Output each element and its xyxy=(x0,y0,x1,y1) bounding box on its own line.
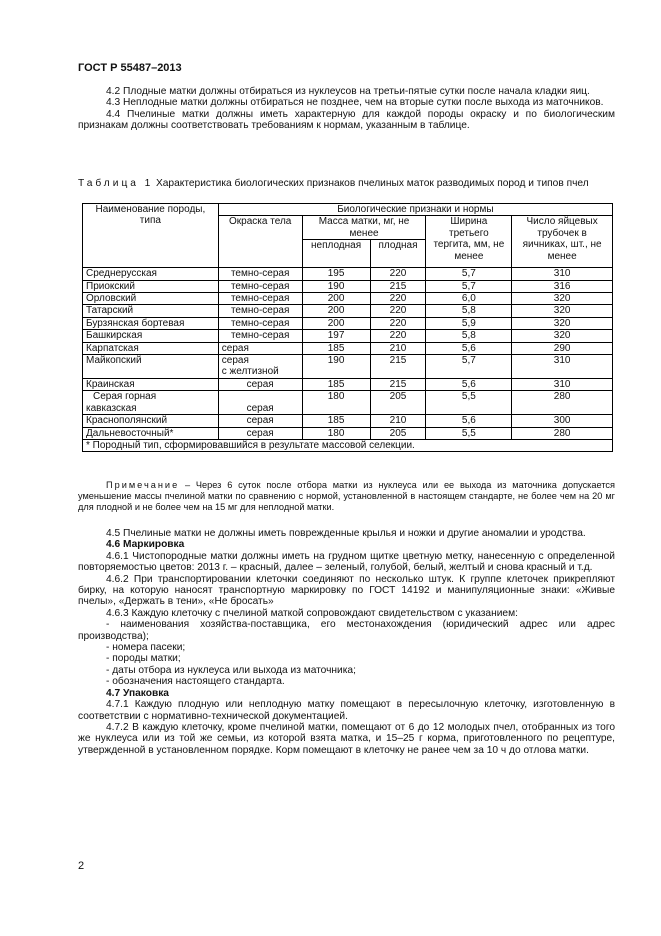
list-item: - даты отбора из нуклеуса или выхода из маточника; xyxy=(106,664,356,676)
table-footnote: * Породный тип, сформировавшийся в результате массовой селекции. xyxy=(83,439,613,451)
mass-unfert: 200 xyxy=(302,293,370,305)
table-caption-number: 1 xyxy=(144,178,151,189)
tergite-width: 5,7 xyxy=(426,355,512,379)
mass-unfert: 185 xyxy=(302,342,370,354)
header-mass-unfert: неплодная xyxy=(302,240,370,268)
breed-name: Краснополянский xyxy=(83,415,219,427)
table-row xyxy=(83,305,613,317)
breed-name xyxy=(83,391,219,415)
egg-tubes: 280 xyxy=(512,391,613,415)
table-row xyxy=(83,330,613,342)
body-color-line1: серая xyxy=(221,355,249,367)
paragraph-4-7-2: 4.7.2 В каждую клеточку, кроме пчелиной матки, помещают от 6 до 12 молодых пчел, отобранных из того же нуклеуса или из той же семьи, из которой взята матка, и 15–25 г корма, приготовленного по рецептуре, утвержденной в установленном порядке. Корм помещают в клеточку не ранее чем за 10 ч до отлова матки. xyxy=(78,721,615,756)
body-color: серая xyxy=(218,415,302,427)
mass-fert: 215 xyxy=(370,355,426,379)
mass-unfert: 185 xyxy=(302,378,370,390)
table-caption xyxy=(78,178,615,189)
egg-tubes: 320 xyxy=(512,293,613,305)
mass-fert: 205 xyxy=(370,427,426,439)
egg-tubes: 320 xyxy=(512,305,613,317)
body-color: темно-серая xyxy=(218,305,302,317)
mass-unfert: 180 xyxy=(302,427,370,439)
note-label: Примечание xyxy=(106,480,180,490)
tergite-width: 5,8 xyxy=(426,330,512,342)
mass-fert: 210 xyxy=(370,415,426,427)
mass-fert: 205 xyxy=(370,391,426,415)
table-note xyxy=(78,480,615,513)
mass-unfert: 195 xyxy=(302,268,370,280)
egg-tubes: 310 xyxy=(512,355,613,379)
body-color: серая xyxy=(218,378,302,390)
table-row xyxy=(83,317,613,329)
body-color: темно-серая xyxy=(218,268,302,280)
breed-name: Карпатская xyxy=(83,342,219,354)
paragraph-4-5: 4.5 Пчелиные матки не должны иметь поврежденные крылья и ножки и другие аномалии и уродства. xyxy=(106,528,586,539)
tergite-width: 5,6 xyxy=(426,415,512,427)
egg-tubes: 320 xyxy=(512,317,613,329)
breed-name: Дальневосточный* xyxy=(83,427,219,439)
egg-tubes: 280 xyxy=(512,427,613,439)
body-color: темно-серая xyxy=(218,330,302,342)
egg-tubes: 300 xyxy=(512,415,613,427)
body-color: серая xyxy=(218,427,302,439)
main-body xyxy=(78,528,615,756)
mass-unfert: 185 xyxy=(302,415,370,427)
egg-tubes: 290 xyxy=(512,342,613,354)
tergite-width: 5,7 xyxy=(426,268,512,280)
header-mass: Масса матки, мг, не менее xyxy=(302,216,426,240)
table-footnote-row xyxy=(83,439,613,451)
list-item: - обозначения настоящего стандарта. xyxy=(106,676,285,688)
mass-unfert: 200 xyxy=(302,317,370,329)
page-number: 2 xyxy=(78,860,85,872)
egg-tubes: 316 xyxy=(512,280,613,292)
header-color: Окраска тела xyxy=(218,216,302,268)
body-color: серая xyxy=(218,391,302,415)
header-name: Наименование породы, типа xyxy=(83,204,219,268)
mass-fert: 210 xyxy=(370,342,426,354)
tergite-width: 5,9 xyxy=(426,317,512,329)
tergite-width: 5,6 xyxy=(426,342,512,354)
egg-tubes: 320 xyxy=(512,330,613,342)
table-row xyxy=(83,378,613,390)
header-width: Ширина третьего тергита, мм, не менее xyxy=(426,216,512,268)
table-row xyxy=(83,355,613,379)
breed-name: Башкирская xyxy=(83,330,219,342)
mass-unfert: 190 xyxy=(302,355,370,379)
breed-name: Среднерусская xyxy=(83,268,219,280)
table-caption-text: Характеристика биологических признаков пчелиных маток разводимых пород и типов пчел xyxy=(155,178,589,189)
header-mass-fert: плодная xyxy=(370,240,426,268)
table-row xyxy=(83,342,613,354)
mass-unfert: 197 xyxy=(302,330,370,342)
list-item: - наименования хозяйства-поставщика, его местонахождения (юридический адрес или адрес производства); xyxy=(78,619,615,642)
mass-fert: 220 xyxy=(370,330,426,342)
table-row xyxy=(83,391,613,415)
bee-characteristics-table xyxy=(82,203,613,452)
mass-unfert: 190 xyxy=(302,280,370,292)
tergite-width: 5,6 xyxy=(426,378,512,390)
mass-fert: 220 xyxy=(370,293,426,305)
body-color: темно-серая xyxy=(218,280,302,292)
table-row xyxy=(83,280,613,292)
list-item: - породы матки; xyxy=(106,653,181,665)
paragraph-4-7-1: 4.7.1 Каждую плодную или неплодную матку помещают в пересылочную клеточку, изготовленную в соответствии с нормативно-технической документацией. xyxy=(78,699,615,722)
mass-unfert: 200 xyxy=(302,305,370,317)
breed-name: Майкопский xyxy=(83,355,219,379)
body-color: серая xyxy=(218,342,302,354)
header-eggs: Число яйцевых трубочек в яичниках, шт., не менее xyxy=(512,216,613,268)
paragraph-4-2: 4.2 Плодные матки должны отбираться из нуклеусов на третьи-пятые сутки после начала кладки яиц. xyxy=(106,86,590,97)
tergite-width: 5,5 xyxy=(426,427,512,439)
breed-name: Краинская xyxy=(83,378,219,390)
breed-name: Бурзянская бортевая xyxy=(83,317,219,329)
heading-4-6: 4.6 Маркировка xyxy=(106,539,185,551)
tergite-width: 5,7 xyxy=(426,280,512,292)
paragraph-4-3: 4.3 Неплодные матки должны отбираться не позднее, чем на вторые сутки после выхода из маточников. xyxy=(106,97,604,109)
egg-tubes: 310 xyxy=(512,268,613,280)
breed-name: Татарский xyxy=(83,305,219,317)
tergite-width: 5,8 xyxy=(426,305,512,317)
mass-fert: 220 xyxy=(370,268,426,280)
mass-fert: 215 xyxy=(370,378,426,390)
breed-name-line1: Серая горная xyxy=(93,391,157,403)
table-row xyxy=(83,268,613,280)
heading-4-7: 4.7 Упаковка xyxy=(106,687,169,699)
table-row xyxy=(83,427,613,439)
header-bio: Биологические признаки и нормы xyxy=(218,204,612,216)
paragraph-4-6-3: 4.6.3 Каждую клеточку с пчелиной маткой сопровождают свидетельством с указанием: xyxy=(106,607,518,619)
body-color xyxy=(218,355,302,379)
list-item: - номера пасеки; xyxy=(106,642,186,654)
paragraph-4-4: 4.4 Пчелиные матки должны иметь характерную для каждой породы окраску и по биологическим признакам должны соответствовать требованиям к нормам, указанным в таблице. xyxy=(78,108,615,132)
table-row xyxy=(83,415,613,427)
tergite-width: 6,0 xyxy=(426,293,512,305)
note-text: – Через 6 суток после отбора матки из нуклеуса или ее выхода из маточника допускается уменьшение массы пчелиной матки по сравнению с нормой, установленной в настоящем стандарте, не более чем на 20 мг для плодной и не более чем на 15 мг для неплодной матки. xyxy=(78,480,615,512)
intro-section xyxy=(78,86,615,132)
breed-name-line2: кавказская xyxy=(86,402,137,414)
paragraph-4-6-2: 4.6.2 При транспортировании клеточки соединяют по несколько штук. К группе клеточек прикрепляют бирку, на которую наносят транспортную маркировку по ГОСТ 14192 и манипуляционные знаки: «Живые пчелы», «Держать в тени», «Не бросать» xyxy=(78,573,615,608)
body-color: темно-серая xyxy=(218,293,302,305)
mass-fert: 215 xyxy=(370,280,426,292)
mass-fert: 220 xyxy=(370,317,426,329)
body-color-line2: с желтизной xyxy=(221,366,279,378)
body-color: темно-серая xyxy=(218,317,302,329)
breed-name: Приокский xyxy=(83,280,219,292)
tergite-width: 5,5 xyxy=(426,391,512,415)
mass-fert: 220 xyxy=(370,305,426,317)
egg-tubes: 310 xyxy=(512,378,613,390)
table-row xyxy=(83,293,613,305)
document-code: ГОСТ Р 55487–2013 xyxy=(78,62,182,74)
breed-name: Орловский xyxy=(83,293,219,305)
mass-unfert: 180 xyxy=(302,391,370,415)
table-caption-word: Таблица xyxy=(78,178,139,189)
paragraph-4-6-1: 4.6.1 Чистопородные матки должны иметь на грудном щитке цветную метку, нанесенную с определенной повторяемостью цветов: 2013 г. – красный, далее – зеленый, голубой, белый, желтый и снова красный и т.д. xyxy=(78,550,615,574)
